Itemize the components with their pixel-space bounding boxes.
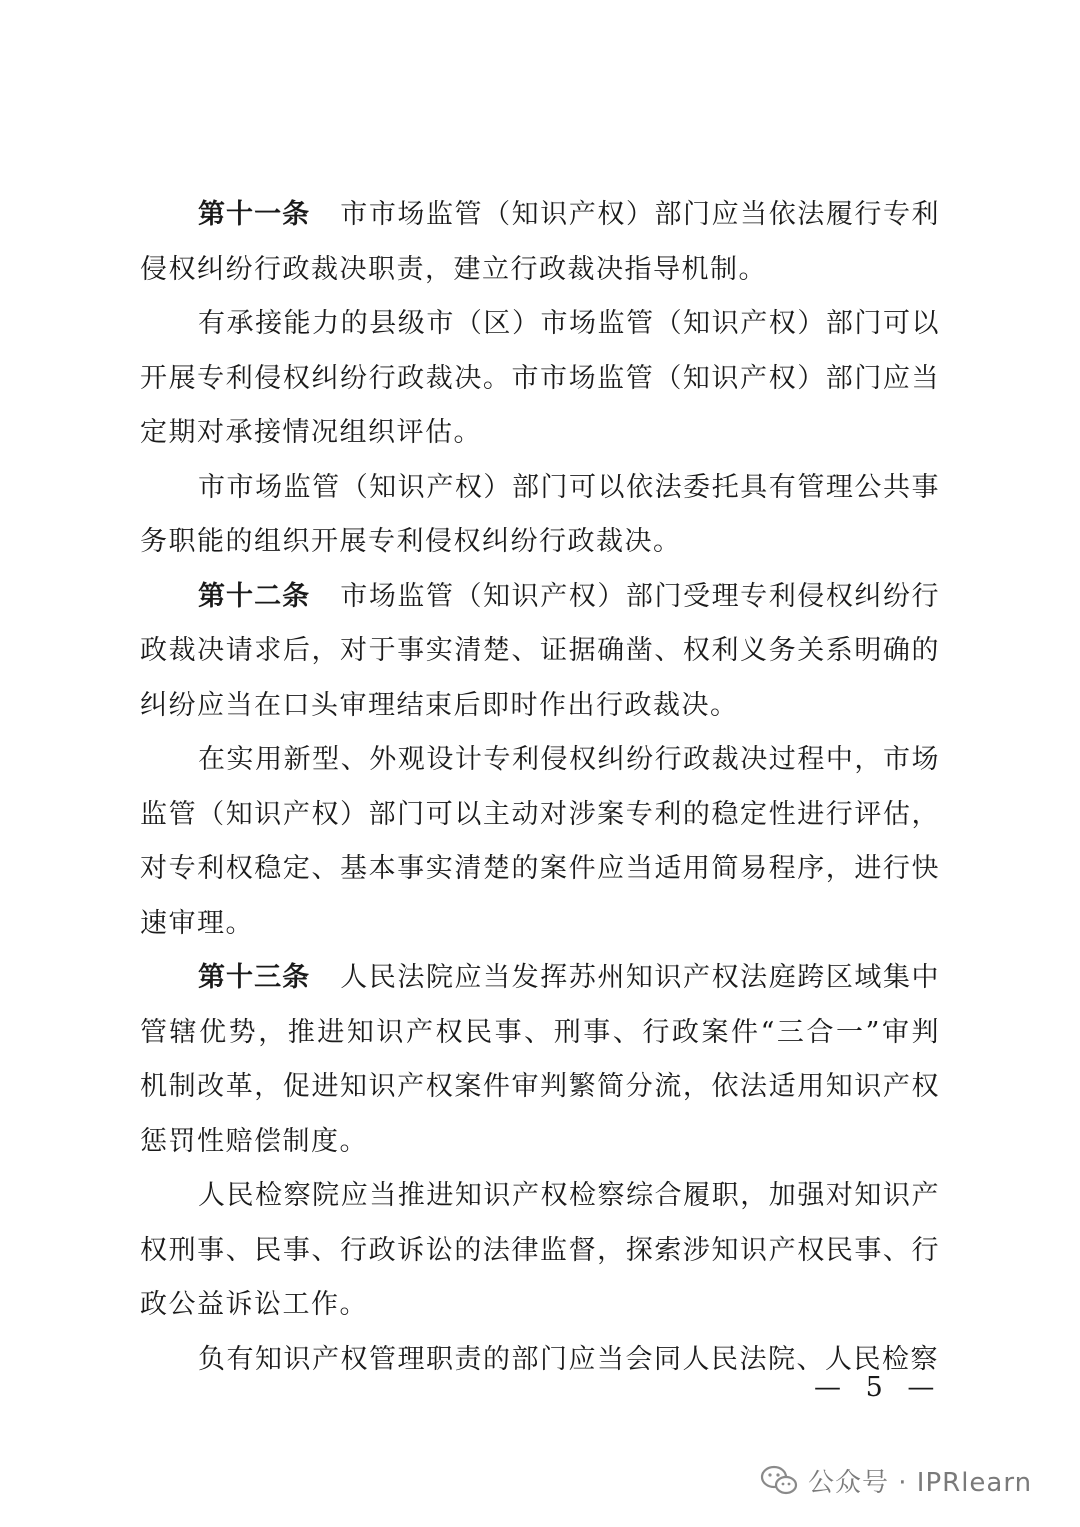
paragraph-text: 市场监管（知识产权）部门受理专利侵权纠纷行政裁决请求后，对于事实清楚、证据确凿、权利义务关系明确的纠纷应当在口头审理结束后即时作出行政裁决。 [140, 580, 941, 721]
paragraph [140, 188, 940, 297]
paragraph [140, 570, 940, 734]
article-heading: 第十一条 [198, 199, 311, 230]
paragraph [140, 733, 940, 951]
watermark-text: 公众号 · IPRlearn [808, 1467, 1033, 1498]
article-heading: 第十二条 [198, 580, 311, 612]
watermark [760, 1460, 1032, 1500]
wechat-icon [760, 1464, 798, 1496]
paragraph [140, 1169, 940, 1333]
page-number: — 5 — [814, 1372, 943, 1403]
paragraph-text: 有承接能力的县级市（区）市场监管（知识产权）部门可以开展专利侵权纠纷行政裁决。市市场监管（知识产权）部门应当定期对承接情况组织评估。 [140, 308, 940, 448]
paragraph [140, 297, 940, 461]
paragraph-text: 人民检察院应当推进知识产权检察综合履职，加强对知识产权刑事、民事、行政诉讼的法律监督，探索涉知识产权民事、行政公益诉讼工作。 [140, 1180, 940, 1320]
paragraph-text: 负有知识产权管理职责的部门应当会同人民法院、人民检察 [198, 1343, 939, 1375]
paragraph-text: 人民法院应当发挥苏州知识产权法庭跨区域集中管辖优势，推进知识产权民事、刑事、行政案件“三合一”审判机制改革，促进知识产权案件审判繁简分流，依法适用知识产权惩罚性赔偿制度。 [140, 962, 941, 1157]
paragraph-text: 市市场监管（知识产权）部门应当依法履行专利侵权纠纷行政裁决职责，建立行政裁决指导机制。 [140, 199, 941, 285]
paragraph-text: 市市场监管（知识产权）部门可以依法委托具有管理公共事务职能的组织开展专利侵权纠纷行政裁决。 [140, 471, 940, 557]
paragraph [140, 461, 940, 570]
paragraph-text: 在实用新型、外观设计专利侵权纠纷行政裁决过程中，市场监管（知识产权）部门可以主动对涉案专利的稳定性进行评估，对专利权稳定、基本事实清楚的案件应当适用简易程序，进行快速审理。 [140, 744, 940, 939]
article-heading: 第十三条 [198, 962, 311, 993]
document-body [140, 188, 940, 1387]
paragraph [140, 951, 940, 1169]
